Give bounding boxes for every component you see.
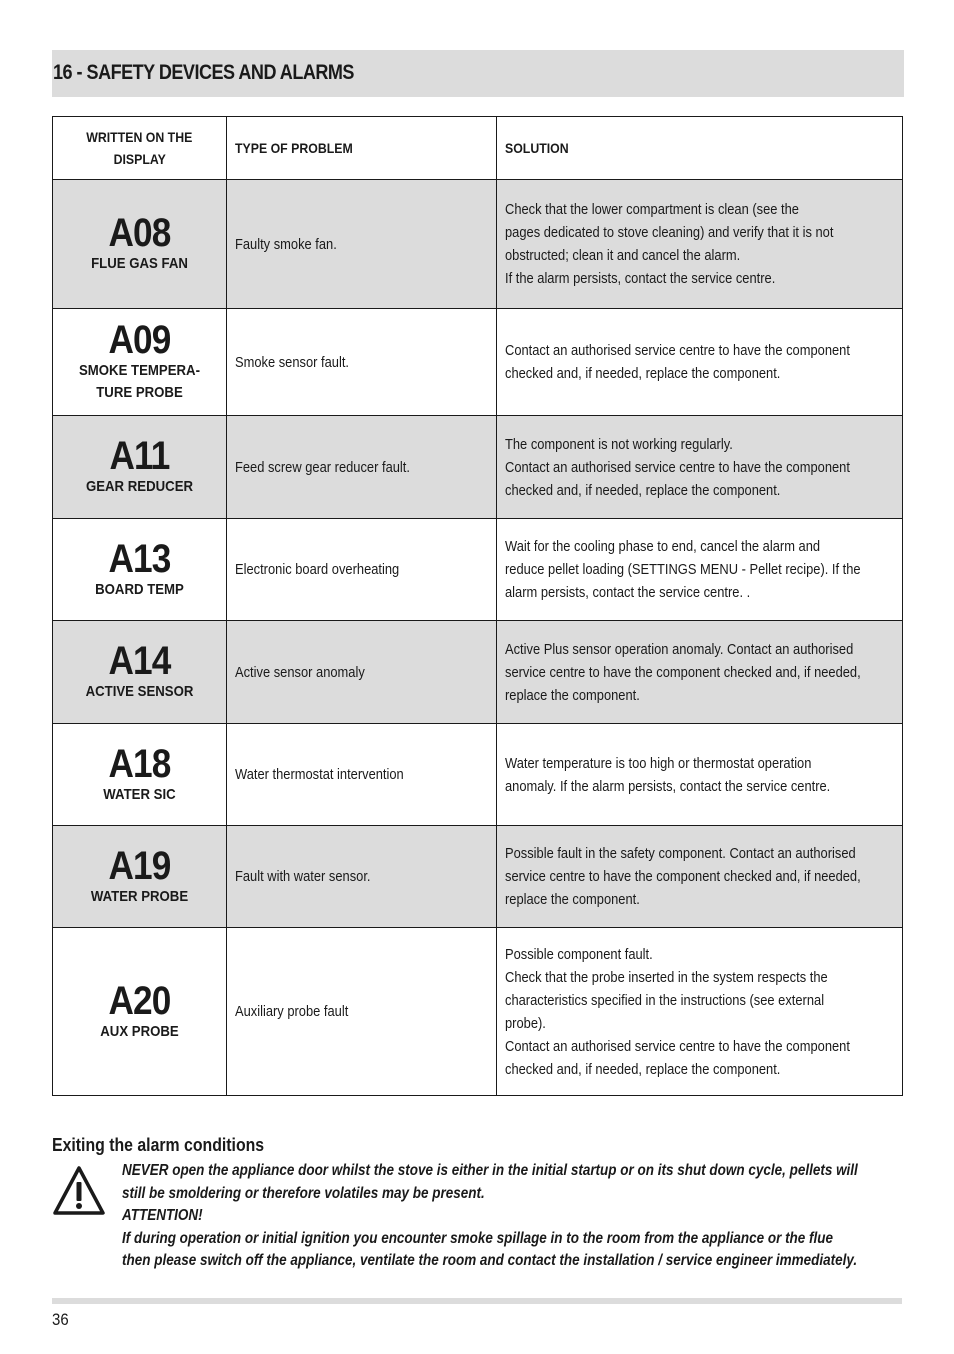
alarm-code: A11 [109, 434, 170, 478]
section-title: 16 - SAFETY DEVICES AND ALARMS [53, 61, 354, 84]
warning-line: If during operation or initial ignition you encounter smoke spillage in to the room from the appliance or the flue [122, 1229, 834, 1247]
problem-text: Water thermostat intervention [235, 766, 404, 783]
solution-line: Wait for the cooling phase to end, cancel the alarm and [505, 538, 821, 555]
problem-cell [227, 826, 497, 928]
alarm-code-cell [53, 309, 227, 416]
page-number: 36 [52, 1310, 69, 1329]
problem-text: Smoke sensor fault. [235, 353, 350, 371]
alarm-code-cell [53, 826, 227, 928]
problem-cell [227, 621, 497, 724]
solution-cell [497, 180, 903, 309]
alarm-code: A09 [108, 318, 171, 362]
alarm-code: A08 [108, 211, 171, 255]
problem-cell [227, 724, 497, 826]
solution-line: The component is not working regularly. [505, 435, 733, 453]
header-display-line2: DISPLAY [113, 151, 166, 167]
solution-line: service centre to have the component checked and, if needed, [505, 663, 861, 681]
alarm-code: A20 [108, 978, 171, 1023]
solution-line: Check that the lower compartment is clean (see the [505, 201, 799, 218]
alarm-name: GEAR REDUCER [85, 478, 194, 495]
warning-line: NEVER open the appliance door whilst the stove is either in the initial startup or on its shut down cycle, pellets will [122, 1162, 858, 1179]
problem-cell [227, 180, 497, 309]
alarm-code: A19 [108, 843, 171, 888]
alarm-name: WATER PROBE [90, 887, 189, 905]
solution-line: checked and, if needed, replace the component. [505, 1060, 781, 1078]
solution-line: service centre to have the component checked and, if needed, [505, 868, 861, 885]
solution-line: checked and, if needed, replace the component. [505, 365, 781, 382]
solution-cell [497, 724, 903, 826]
solution-line: Possible fault in the safety component. Contact an authorised [505, 845, 856, 862]
solution-cell [497, 928, 903, 1096]
table-header-row [53, 117, 903, 180]
table-row [53, 309, 903, 416]
problem-cell [227, 416, 497, 519]
warning-triangle-icon [52, 1164, 106, 1218]
solution-line: Check that the probe inserted in the system respects the [505, 968, 828, 986]
table-row [53, 928, 903, 1096]
alarm-code-cell [53, 180, 227, 309]
problem-cell [227, 928, 497, 1096]
solution-line: probe). [505, 1014, 546, 1032]
warning-line: ATTENTION! [122, 1207, 203, 1224]
solution-line: If the alarm persists, contact the service centre. [505, 270, 776, 287]
footer-bar [52, 1298, 902, 1304]
exit-title: Exiting the alarm conditions [52, 1135, 265, 1155]
solution-cell [497, 826, 903, 928]
warning-line: then please switch off the appliance, ventilate the room and contact the installation / service engineer immediately. [122, 1252, 858, 1269]
alarm-code: A14 [108, 639, 171, 683]
solution-line: Contact an authorised service centre to have the component [505, 342, 850, 359]
alarm-name: FLUE GAS FAN [91, 255, 188, 272]
table-row [53, 180, 903, 309]
problem-text: Electronic board overheating [235, 561, 400, 578]
alarm-name: AUX PROBE [100, 1022, 179, 1040]
solution-cell [497, 519, 903, 621]
solution-line: obstructed; clean it and cancel the alarm. [505, 247, 741, 264]
alarm-rows [53, 180, 903, 1096]
solution-line: anomaly. If the alarm persists, contact the service centre. [505, 777, 831, 795]
alarm-code-cell [53, 519, 227, 621]
header-display [53, 117, 227, 180]
problem-cell [227, 519, 497, 621]
table-row [53, 519, 903, 621]
solution-cell [497, 621, 903, 724]
alarm-code-cell [53, 621, 227, 724]
solution-line: pages dedicated to stove cleaning) and verify that it is not [505, 224, 834, 241]
alarm-name: SMOKE TEMPERA- TURE PROBE [78, 362, 200, 401]
alarm-code: A13 [108, 536, 171, 581]
warning-line: still be smoldering or therefore volatiles may be present. [122, 1184, 485, 1202]
problem-text: Auxiliary probe fault [235, 1003, 349, 1020]
solution-line: checked and, if needed, replace the component. [505, 481, 781, 499]
solution-line: Contact an authorised service centre to have the component [505, 458, 850, 476]
problem-cell [227, 309, 497, 416]
problem-text: Feed screw gear reducer fault. [235, 458, 410, 476]
alarms-table [52, 116, 903, 1096]
table-row [53, 826, 903, 928]
table-row [53, 724, 903, 826]
alarm-code-cell [53, 724, 227, 826]
header-problem: TYPE OF PROBLEM [227, 117, 497, 180]
header-solution: SOLUTION [497, 117, 903, 180]
solution-line: Possible component fault. [505, 945, 653, 963]
solution-line: replace the component. [505, 686, 640, 704]
problem-text: Active sensor anomaly [235, 663, 365, 681]
alarm-name: WATER SIC [103, 785, 176, 803]
table-row [53, 416, 903, 519]
solution-line: Active Plus sensor operation anomaly. Contact an authorised [505, 640, 854, 658]
alarm-code-cell [53, 928, 227, 1096]
solution-line: replace the component. [505, 891, 640, 908]
alarm-name: ACTIVE SENSOR [85, 683, 194, 700]
alarm-code-cell [53, 416, 227, 519]
table-row [53, 621, 903, 724]
alarm-name: BOARD TEMP [95, 580, 184, 598]
solution-line: reduce pellet loading (SETTINGS MENU - Pellet recipe). If the [505, 561, 861, 578]
alarm-code: A18 [108, 741, 171, 786]
problem-text: Fault with water sensor. [235, 868, 371, 885]
solution-cell [497, 309, 903, 416]
solution-line: Contact an authorised service centre to have the component [505, 1037, 850, 1055]
header-display-line1: WRITTEN ON THE [86, 129, 193, 145]
solution-line: characteristics specified in the instructions (see external [505, 991, 825, 1009]
section-header [52, 50, 904, 97]
problem-text: Faulty smoke fan. [235, 235, 337, 253]
solution-line: alarm persists, contact the service centre. . [505, 584, 751, 601]
solution-line: Water temperature is too high or thermostat operation [505, 754, 812, 772]
warning-text [122, 1160, 912, 1273]
solution-cell [497, 416, 903, 519]
